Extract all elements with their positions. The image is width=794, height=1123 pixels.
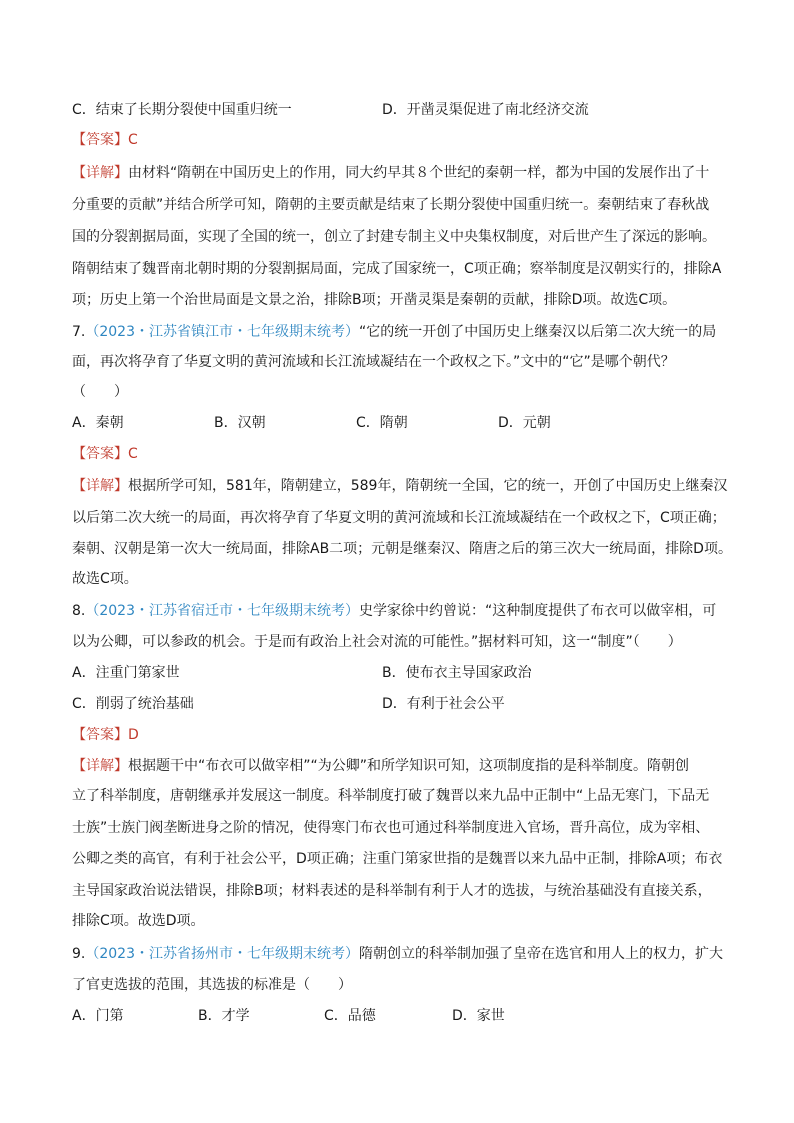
answer-row [72,130,732,150]
question-stem: 史学家徐中约曾说：“这种制度提供了布衣可以做宰相，可 [359,603,717,619]
detail-label: 【详解】 [72,478,128,494]
question-number: 9. [72,946,86,962]
question-blank: （ ） [72,384,128,400]
detail-line: 【详解】由材料“隋朝在中国历史上的作用，同大约早其８个世纪的秦朝一样，都为中国的发展作出了十 [72,165,710,181]
detail-line: 立了科举制度，唐朝继承并发展这一制度。科举制度打破了魏晋以来九品中正制中“上品无寒门，下品无 [72,788,710,804]
detail-line: 【详解】根据所学可知，581年，隋朝建立，589年，隋朝统一全国，它的统一，开创了中国历史上继秦汉 [72,478,728,494]
question-source: （2023・江苏省扬州市・七年级期末统考） [85,946,359,962]
question-stem: “它的统一开创了中国历史上继秦汉以后第二次大统一的局 [359,324,717,340]
option-c: C．结束了长期分裂使中国重归统一 [72,102,292,118]
option-d: D．有利于社会公平 [382,696,505,712]
option-d: D．元朝 [498,415,551,431]
question-number: 7. [72,324,86,340]
answer-value: C [128,132,138,148]
option-row [72,694,732,714]
detail-line: 故选C项。 [72,571,138,587]
option-row [72,663,732,683]
question-stem: 隋朝创立的科举制加强了皇帝在选官和用人上的权力，扩大 [359,946,723,962]
detail-label: 【详解】 [72,165,128,181]
option-a: A．注重门第家世 [72,665,180,681]
detail-line: 隋朝结束了魏晋南北朝时期的分裂割据局面，完成了国家统一，C项正确；察举制度是汉朝实行的，排除A [72,261,722,277]
detail-line: 分重要的贡献”并结合所学可知，隋朝的主要贡献是结束了长期分裂使中国重归统一。秦朝结束了春秋战 [72,197,710,213]
option-a: A．门第 [72,1008,124,1024]
question-number: 8. [72,603,86,619]
detail-line: 主导国家政治说法错误，排除B项；材料表述的是科举制有利于人才的选拔，与统治基础没有直接关系， [72,883,712,899]
answer-value: D [128,727,139,743]
option-b: B．才学 [198,1008,250,1024]
detail-line: 以后第二次大统一的局面，再次将孕育了华夏文明的黄河流域和长江流域凝结在一个政权之下，C项正确； [72,510,726,526]
answer-label: 【答案】 [72,132,128,148]
question-9 [72,944,732,964]
detail-line: 公卿之类的高官，有利于社会公平，D项正确；注重门第家世指的是魏晋以来九品中正制，排除A项；布衣 [72,851,723,867]
detail-line: 国的分裂割据局面，实现了全国的统一，创立了封建专制主义中央集权制度，对后世产生了深远的影响。 [72,229,716,245]
answer-label: 【答案】 [72,446,128,462]
question-source: （2023・江苏省宿迁市・七年级期末统考） [85,603,359,619]
option-row [72,1006,732,1026]
detail-line: 【详解】根据题干中“布衣可以做宰相”“为公卿”和所学知识可知，这项制度指的是科举制度。隋朝创 [72,758,690,774]
answer-value: C [128,446,138,462]
question-stem: 面，再次将孕育了华夏文明的黄河流域和长江流域凝结在一个政权之下。”文中的“它”是哪个朝代？ [72,354,675,370]
question-source: （2023・江苏省镇江市・七年级期末统考） [85,324,359,340]
question-stem: 以为公卿，可以参政的机会。于是而有政治上社会对流的可能性。”据材料可知，这一“制度”（ ） [72,634,682,650]
option-b: B．汉朝 [214,415,266,431]
option-d: D．开凿灵渠促进了南北经济交流 [382,102,589,118]
option-c: C．品德 [324,1008,376,1024]
option-b: B．使布衣主导国家政治 [382,665,532,681]
option-d: D．家世 [452,1008,505,1024]
option-row [72,100,732,120]
option-c: C．削弱了统治基础 [72,696,194,712]
answer-row [72,444,732,464]
answer-label: 【答案】 [72,727,128,743]
question-7 [72,322,732,342]
option-a: A．秦朝 [72,415,124,431]
question-stem: 了官吏选拔的范围，其选拔的标准是（ ） [72,977,352,993]
detail-line: 项；历史上第一个治世局面是文景之治，排除B项；开凿灵渠是秦朝的贡献，排除D项。故选C项。 [72,292,677,308]
question-8 [72,601,732,621]
answer-row [72,725,732,745]
detail-line: 士族”士族门阀垄断进身之阶的情况，使得寒门布衣也可通过科举制度进入官场，晋升高位，成为宰相、 [72,820,710,836]
detail-label: 【详解】 [72,758,128,774]
option-row [72,413,732,433]
detail-line: 排除C项。故选D项。 [72,913,205,929]
option-c: C．隋朝 [356,415,408,431]
detail-line: 秦朝、汉朝是第一次大一统局面，排除AB二项；元朝是继秦汉、隋唐之后的第三次大一统局面，排除D项。 [72,541,732,557]
